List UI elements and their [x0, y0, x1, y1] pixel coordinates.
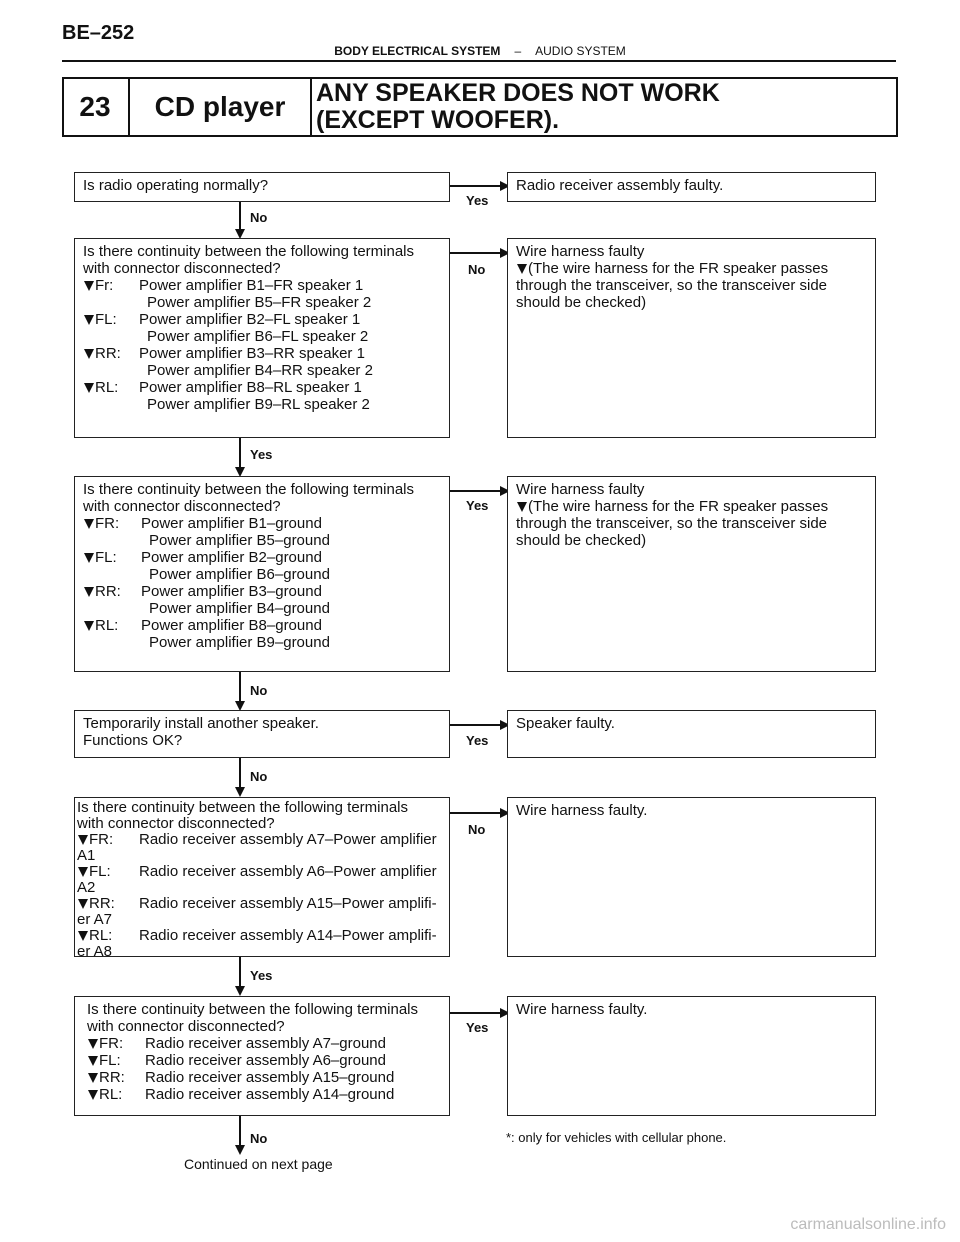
step3-result-title: Wire harness faulty	[516, 481, 645, 498]
triangle-bullet-icon	[84, 519, 94, 529]
triangle-bullet-icon	[88, 1039, 98, 1049]
triangle-bullet-icon	[84, 621, 94, 631]
step3-row-rl-line2: Power amplifier B9–ground	[149, 634, 330, 651]
title-number: 23	[62, 77, 130, 137]
step4-no-line	[239, 758, 241, 788]
step3-row-fl: FL: Power amplifier B2–ground	[83, 549, 441, 566]
step4-result: Speaker faulty.	[516, 715, 615, 732]
step2-result-line2: through the transceiver, so the transceiver side	[516, 277, 828, 294]
step6-result-box	[507, 996, 876, 1116]
section-separator: –	[514, 44, 522, 58]
step6-result: Wire harness faulty.	[516, 1001, 648, 1018]
step2-yes-label: Yes	[250, 447, 273, 462]
step6-row-fl: FL: Radio receiver assembly A6–ground	[87, 1052, 441, 1069]
step3-result-line1: (The wire harness for the FR speaker passes	[516, 498, 867, 515]
triangle-bullet-icon	[84, 383, 94, 393]
step6-row-fr: FR: Radio receiver assembly A7–ground	[87, 1035, 441, 1052]
step4-yes-line	[450, 724, 500, 726]
page-number: BE–252	[62, 22, 135, 44]
step2-no-line	[450, 252, 500, 254]
step1-yes-label: Yes	[466, 193, 489, 208]
triangle-bullet-icon	[84, 553, 94, 563]
step5-yes-label: Yes	[250, 968, 273, 983]
step6-question-box	[74, 996, 450, 1116]
triangle-bullet-icon	[78, 835, 88, 845]
step4-no-label: No	[250, 769, 268, 784]
step6-row-rr: RR: Radio receiver assembly A15–ground	[87, 1069, 441, 1086]
arrow-down-icon	[235, 787, 245, 797]
step4-question-line2: Functions OK?	[83, 732, 183, 749]
step2-row-rl-line2: Power amplifier B9–RL speaker 2	[147, 396, 370, 413]
title-line-2: (EXCEPT WOOFER).	[316, 106, 560, 134]
footnote: *: only for vehicles with cellular phone.	[506, 1130, 727, 1145]
step4-question-box	[74, 710, 450, 758]
step6-no-line	[239, 1116, 241, 1146]
step3-question-line2: with connector disconnected?	[83, 498, 281, 515]
step1-no-line	[239, 202, 241, 230]
arrow-down-icon	[235, 1145, 245, 1155]
step3-row-fr-line2: Power amplifier B5–ground	[149, 532, 330, 549]
step2-no-label: No	[468, 262, 486, 277]
title-text	[316, 80, 896, 134]
triangle-bullet-icon	[84, 349, 94, 359]
step5-row-rl: RL: Radio receiver assembly A14–Power amplifi-	[77, 928, 449, 944]
step4-result-box	[507, 710, 876, 758]
step3-no-label: No	[250, 683, 268, 698]
title-line-1: ANY SPEAKER DOES NOT WORK	[316, 79, 720, 107]
step5-row-fl-line2: A2	[77, 879, 96, 896]
step5-row-rr: RR: Radio receiver assembly A15–Power amplifi-	[77, 896, 449, 912]
step1-yes-line	[450, 185, 500, 187]
step2-yes-line	[239, 438, 241, 468]
section-name: BODY ELECTRICAL SYSTEM	[334, 44, 501, 58]
step5-no-line	[450, 812, 500, 814]
step2-result-line1: (The wire harness for the FR speaker passes	[516, 260, 867, 277]
step6-yes-label: Yes	[466, 1020, 489, 1035]
step5-row-fr-line2: A1	[77, 847, 96, 864]
triangle-bullet-icon	[517, 264, 527, 274]
step1-no-label: No	[250, 210, 268, 225]
step5-no-label: No	[468, 822, 486, 837]
watermark: carmanualsonline.info	[790, 1216, 946, 1233]
section-title	[0, 44, 960, 58]
step6-question-line2: with connector disconnected?	[87, 1018, 285, 1035]
header-rule	[62, 60, 896, 62]
triangle-bullet-icon	[84, 281, 94, 291]
step2-question-box	[74, 238, 450, 438]
step5-row-rr-line2: er A7	[77, 911, 113, 928]
step1-result-box	[507, 172, 876, 202]
title-category: CD player	[130, 77, 312, 137]
step5-question-box	[74, 797, 450, 960]
step2-row-fl: FL: Power amplifier B2–FL speaker 1	[83, 311, 441, 328]
triangle-bullet-icon	[84, 587, 94, 597]
step2-row-rr-line2: Power amplifier B4–RR speaker 2	[147, 362, 373, 379]
step6-yes-line	[450, 1012, 500, 1014]
triangle-bullet-icon	[78, 867, 88, 877]
step1-question: Is radio operating normally?	[83, 177, 269, 194]
step5-yes-line	[239, 957, 241, 987]
step6-no-label: No	[250, 1131, 268, 1146]
step5-question-line1: Is there continuity between the following terminals	[77, 799, 409, 816]
triangle-bullet-icon	[84, 315, 94, 325]
triangle-bullet-icon	[78, 931, 88, 941]
step5-row-fr: FR: Radio receiver assembly A7–Power amplifier	[77, 832, 449, 848]
step2-row-fr-line2: Power amplifier B5–FR speaker 2	[147, 294, 372, 311]
step3-yes-line	[450, 490, 500, 492]
step2-row-fl-line2: Power amplifier B6–FL speaker 2	[147, 328, 369, 345]
step5-row-rl-line2: er A8	[77, 943, 113, 960]
triangle-bullet-icon	[78, 899, 88, 909]
step2-result-box	[507, 238, 876, 438]
step3-row-rr-line2: Power amplifier B4–ground	[149, 600, 330, 617]
step2-row-rl: RL: Power amplifier B8–RL speaker 1	[83, 379, 441, 396]
triangle-bullet-icon	[88, 1056, 98, 1066]
step3-yes-label: Yes	[466, 498, 489, 513]
step2-row-fr: Fr: Power amplifier B1–FR speaker 1	[83, 277, 441, 294]
step3-question-line1: Is there continuity between the following terminals	[83, 481, 415, 498]
step3-result-box	[507, 476, 876, 672]
step3-result-line3: should be checked)	[516, 532, 647, 549]
step4-question-line1: Temporarily install another speaker.	[83, 715, 319, 732]
step2-question-line2: with connector disconnected?	[83, 260, 281, 277]
step3-no-line	[239, 672, 241, 702]
step2-row-rr: RR: Power amplifier B3–RR speaker 1	[83, 345, 441, 362]
step2-result-title: Wire harness faulty	[516, 243, 645, 260]
step6-row-rl: RL: Radio receiver assembly A14–ground	[87, 1086, 441, 1103]
step2-result-line3: should be checked)	[516, 294, 647, 311]
step5-question-line2: with connector disconnected?	[77, 815, 275, 832]
step2-question-line1: Is there continuity between the following terminals	[83, 243, 415, 260]
step1-question-box	[74, 172, 450, 202]
step3-row-rl: RL: Power amplifier B8–ground	[83, 617, 441, 634]
step3-row-rr: RR: Power amplifier B3–ground	[83, 583, 441, 600]
triangle-bullet-icon	[88, 1073, 98, 1083]
subsection-name: AUDIO SYSTEM	[535, 44, 626, 58]
step3-row-fl-line2: Power amplifier B6–ground	[149, 566, 330, 583]
step1-result: Radio receiver assembly faulty.	[516, 177, 724, 194]
triangle-bullet-icon	[88, 1090, 98, 1100]
step3-result-line2: through the transceiver, so the transceiver side	[516, 515, 828, 532]
step3-question-box	[74, 476, 450, 672]
step3-row-fr: FR: Power amplifier B1–ground	[83, 515, 441, 532]
arrow-down-icon	[235, 986, 245, 996]
triangle-bullet-icon	[517, 502, 527, 512]
step5-row-fl: FL: Radio receiver assembly A6–Power amplifier	[77, 864, 449, 880]
step5-result-box	[507, 797, 876, 957]
step6-question-line1: Is there continuity between the following terminals	[87, 1001, 419, 1018]
continued-label: Continued on next page	[184, 1156, 333, 1172]
step5-result: Wire harness faulty.	[516, 802, 648, 819]
step4-yes-label: Yes	[466, 733, 489, 748]
